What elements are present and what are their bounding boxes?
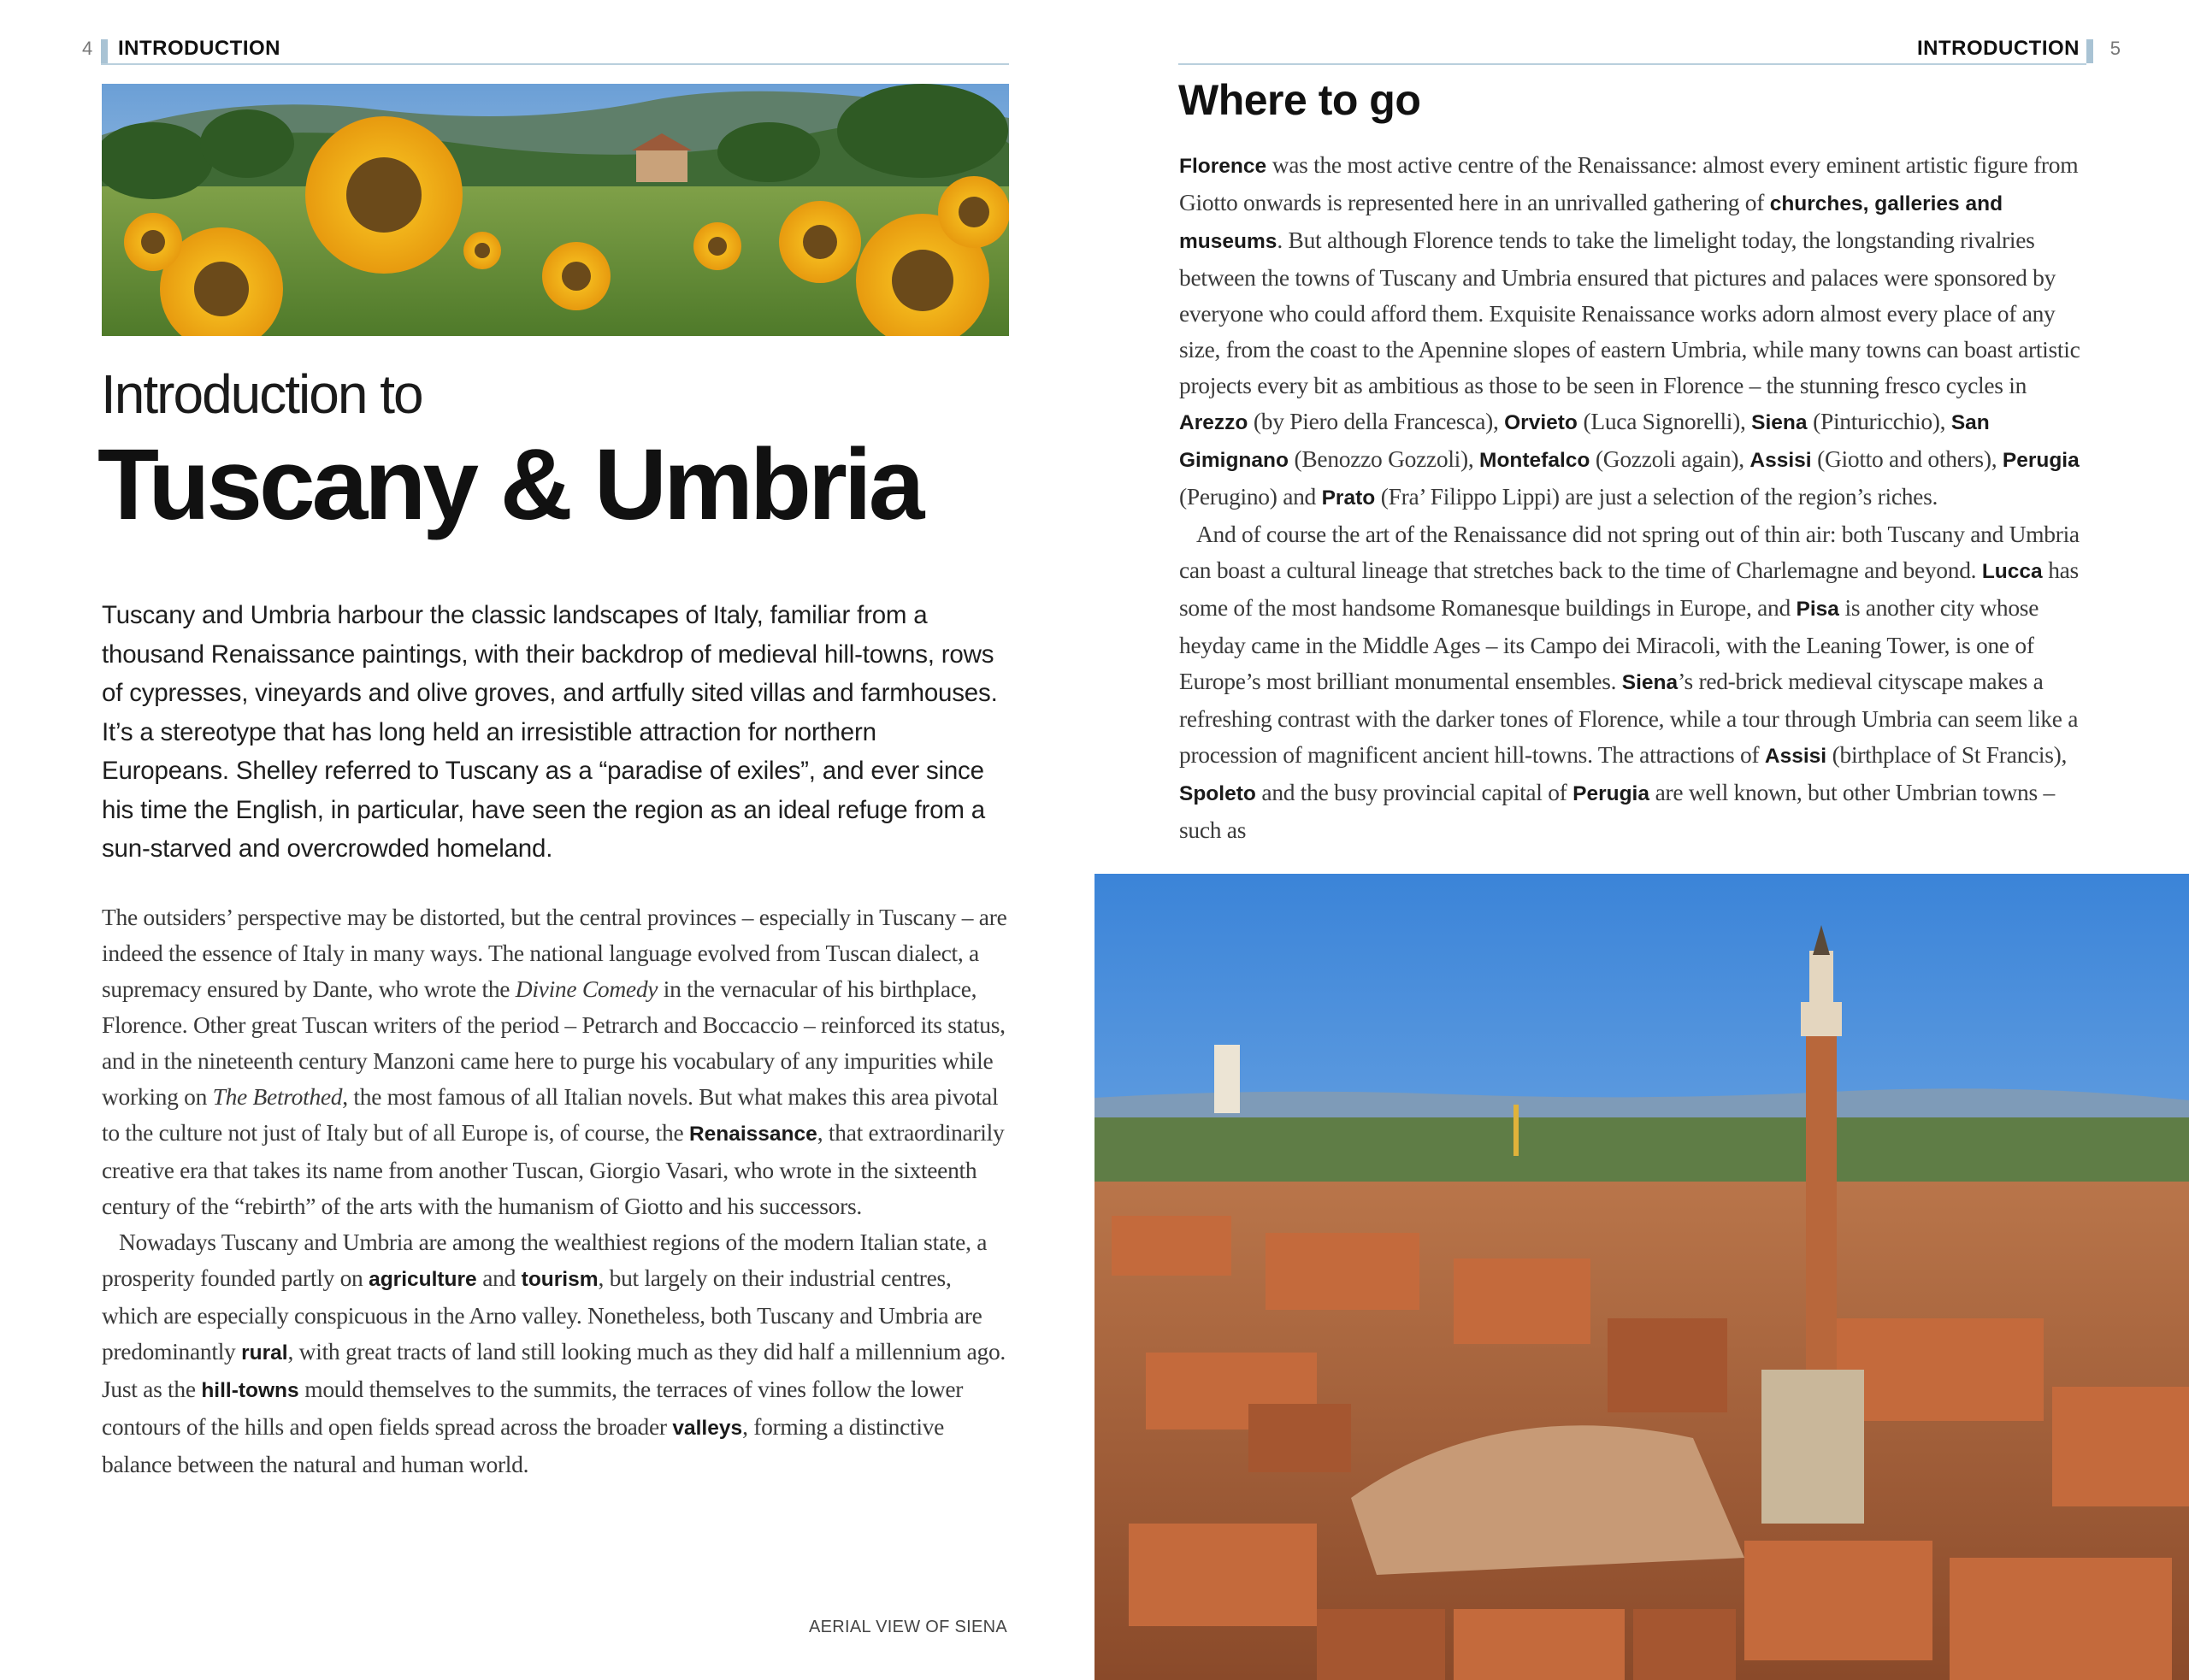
photo-caption: AERIAL VIEW OF SIENA [809,1618,1007,1636]
heading-introduction-to: Introduction to [101,363,422,425]
running-header-left [82,36,1009,65]
paragraph: The outsiders’ perspective may be distorted, but the central provinces – especially in Tuscany – are indeed the essence of Italy in many ways. The national language evolved from Tuscan dialect, a supremacy ensured by Dante, who wrote the Divine Comedy in the vernacular of his birthplace, Florence. Other great Tuscan writers of the period – Petrarch and Boccaccio – reinforced its status, and in the nineteenth century Manzoni came here to purge his vocabulary of any impurities while working on The Betrothed, the most famous of all Italian novels. But what makes this area pivotal to the culture not just of Italy but of all Europe is, of course, the Renaissance, that extraordinarily creative era that takes its name from another Tuscan, Giorgio Vasari, who wrote in the sixteenth century of the “rebirth” of the arts with the humanism of Giotto and his successors. [102,904,1007,1219]
heading-where-to-go: Where to go [1178,76,1421,124]
right-body-text [1179,147,2098,848]
lead-paragraph: Tuscany and Umbria harbour the classic landscapes of Italy, familiar from a thousand Renaissance paintings, with their backdrop of medieval hill-towns, rows of cypresses, vineyards and olive groves, and artfully sited villas and farmhouses. It’s a stereotype that has long held an irresistible attraction for northern Europeans. Shelley referred to Tuscany as a “paradise of exiles”, and ever since his time the English, in particular, have seen the region as an ideal refuge from a sun-starved and overcrowded homeland. [102,601,998,863]
paragraph: And of course the art of the Renaissance did not spring out of thin air: both Tuscany and Umbria can boast a cultural lineage that stretches back to the time of Charlemagne and beyond. Lucca has some of the most handsome Romanesque buildings in Europe, and Pisa is another city whose heyday came in the Middle Ages – its Campo dei Miracoli, with the Leaning Tower, is one of Europe’s most brilliant monumental ensembles. Siena’s red-brick medieval cityscape makes a refreshing contrast with the darker tones of Florence, while a tour through Umbria can seem like a procession of magnificent ancient hill-towns. The attractions of Assisi (birthplace of St Francis), Spoleto and the busy provincial capital of Perugia are well known, but other Umbrian towns – such as [1179,521,2080,843]
paragraph: Florence was the most active centre of the Renaissance: almost every eminent artistic figure from Giotto onwards is represented here in an unrivalled gathering of churches, galleries and museums. But although Florence tends to take the limelight today, the longstanding rivalries between the towns of Tuscany and Umbria ensured that pictures and palaces were sponsored by everyone who could afford them. Exquisite Renaissance works adorn almost every place of any size, from the coast to the Apennine slopes of eastern Umbria, while many towns can boast artistic projects every bit as ambitious as those to be seen in Florence – the stunning fresco cycles in Arezzo (by Piero della Francesca), Orvieto (Luca Signorelli), Siena (Pinturicchio), San Gimignano (Benozzo Gozzoli), Montefalco (Gozzoli again), Assisi (Giotto and others), Perugia (Perugino) and Prato (Fra’ Filippo Lippi) are just a selection of the region’s riches. [1179,151,2080,510]
page-number: 4 [82,38,93,59]
siena-aerial-photo [1094,874,2189,1680]
paragraph: Nowadays Tuscany and Umbria are among the wealthiest regions of the modern Italian state, a prosperity founded partly on agriculture and tourism, but largely on their industrial centres, which are especially conspicuous in the Arno valley. Nonetheless, both Tuscany and Umbria are predominantly rural, with great tracts of land still looking much as they did half a millennium ago. Just as the hill-towns mould themselves to the summits, the terraces of vines follow the lower contours of the hills and open fields spread across the broader valleys, forming a distinctive balance between the natural and human world. [102,1229,1006,1477]
running-header-right [1178,36,2121,65]
section-name: INTRODUCTION [118,37,280,60]
sunflower-field-photo [102,84,1009,336]
page-number: 5 [2109,38,2121,59]
page-title: Tuscany & Umbria [97,428,922,541]
header-tab-marker [101,39,108,63]
section-name: INTRODUCTION [1917,37,2080,60]
header-rule [1178,63,2086,65]
header-tab-marker [2086,39,2093,63]
left-body-text [102,899,1012,1483]
header-rule [101,63,1009,65]
